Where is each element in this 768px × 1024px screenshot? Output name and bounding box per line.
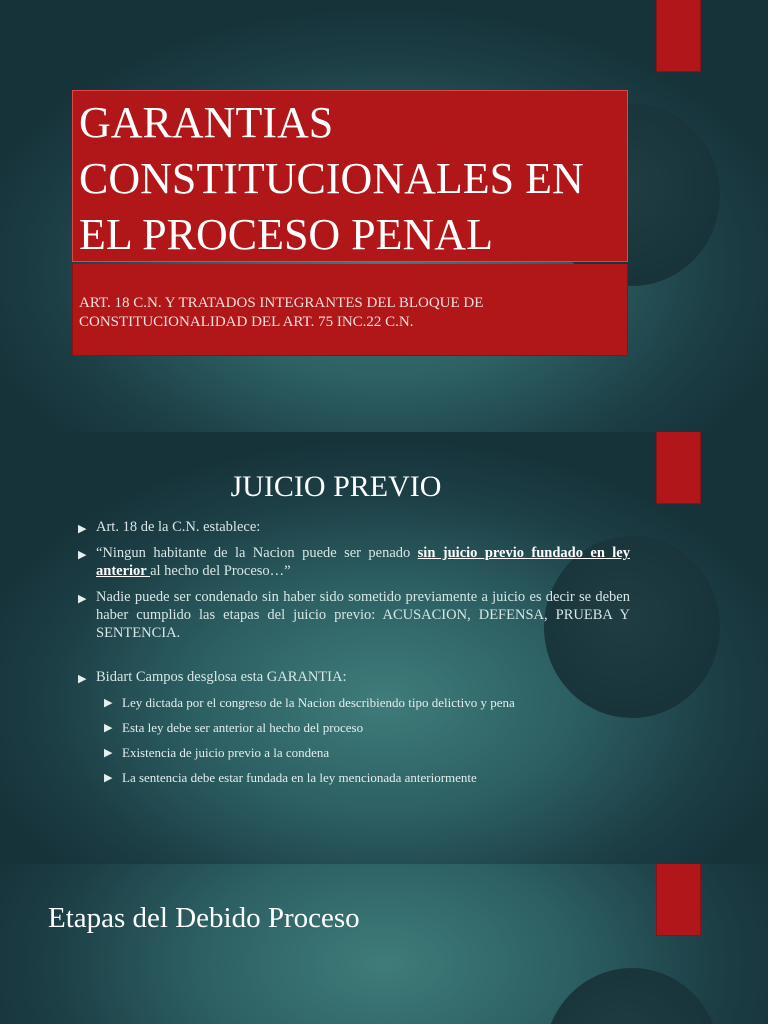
- red-accent-tab: [657, 0, 700, 71]
- triangle-right-icon: ▶: [104, 772, 113, 784]
- slide-etapas: [0, 864, 768, 1024]
- title-box: [72, 90, 628, 262]
- slide-title: [0, 0, 768, 432]
- bullet-text: “Ningun habitante de la Nacion puede ser penado: [96, 545, 418, 561]
- bullet-list: [78, 518, 630, 794]
- bullet-text: Bidart Campos desglosa esta GARANTIA:: [96, 669, 347, 685]
- slide-heading: JUICIO PREVIO: [230, 470, 442, 503]
- red-accent-tab: [657, 864, 700, 935]
- triangle-right-icon: ▶: [104, 747, 113, 759]
- sub-bullet-text: Ley dictada por el congreso de la Nacion describiendo tipo delictivo y pena: [122, 695, 515, 710]
- bullet-text: Art. 18 de la C.N. establece:: [96, 519, 261, 535]
- slide-juicio-previo: [0, 432, 768, 864]
- sub-list-item: [104, 719, 630, 736]
- sub-bullet-text: Esta ley debe ser anterior al hecho del proceso: [122, 720, 364, 735]
- bullet-text: Nadie puede ser condenado sin haber sido sometido previamente a juicio es decir se deben haber cumplido las etapas del juicio previo: ACUSACION, DEFENSA, PRUEBA Y SENTENCIA.: [96, 589, 630, 641]
- triangle-right-icon: ▶: [104, 697, 113, 709]
- subtitle-box: [72, 264, 628, 356]
- sub-list-item: [104, 769, 630, 786]
- triangle-right-icon: ▶: [104, 722, 113, 734]
- presentation-title: GARANTIAS CONSTITUCIONALES EN EL PROCESO PENAL: [79, 98, 584, 259]
- decorative-circle: [544, 968, 720, 1024]
- triangle-right-icon: ▶: [78, 673, 87, 685]
- sub-bullet-text: Existencia de juicio previo a la condena: [122, 745, 330, 760]
- list-item: [78, 544, 630, 580]
- presentation-subtitle: ART. 18 C.N. Y TRATADOS INTEGRANTES DEL BLOQUE DE CONSTITUCIONALIDAD DEL ART. 75 INC.22 C.N.: [79, 295, 484, 330]
- bullet-text: al hecho del Proceso…”: [150, 563, 291, 579]
- triangle-right-icon: ▶: [78, 523, 87, 535]
- triangle-right-icon: ▶: [78, 549, 87, 561]
- sub-bullet-text: La sentencia debe estar fundada en la ley mencionada anteriormente: [122, 770, 477, 785]
- emphasized-text: sin juicio previo fundado en ley anterior: [96, 545, 630, 579]
- list-item: [78, 668, 630, 686]
- slide-heading: Etapas del Debido Proceso: [48, 902, 360, 934]
- sub-list-item: [104, 694, 630, 711]
- triangle-right-icon: ▶: [78, 593, 87, 605]
- sub-list-item: [104, 744, 630, 761]
- list-item: [78, 518, 630, 536]
- list-item: [78, 588, 630, 642]
